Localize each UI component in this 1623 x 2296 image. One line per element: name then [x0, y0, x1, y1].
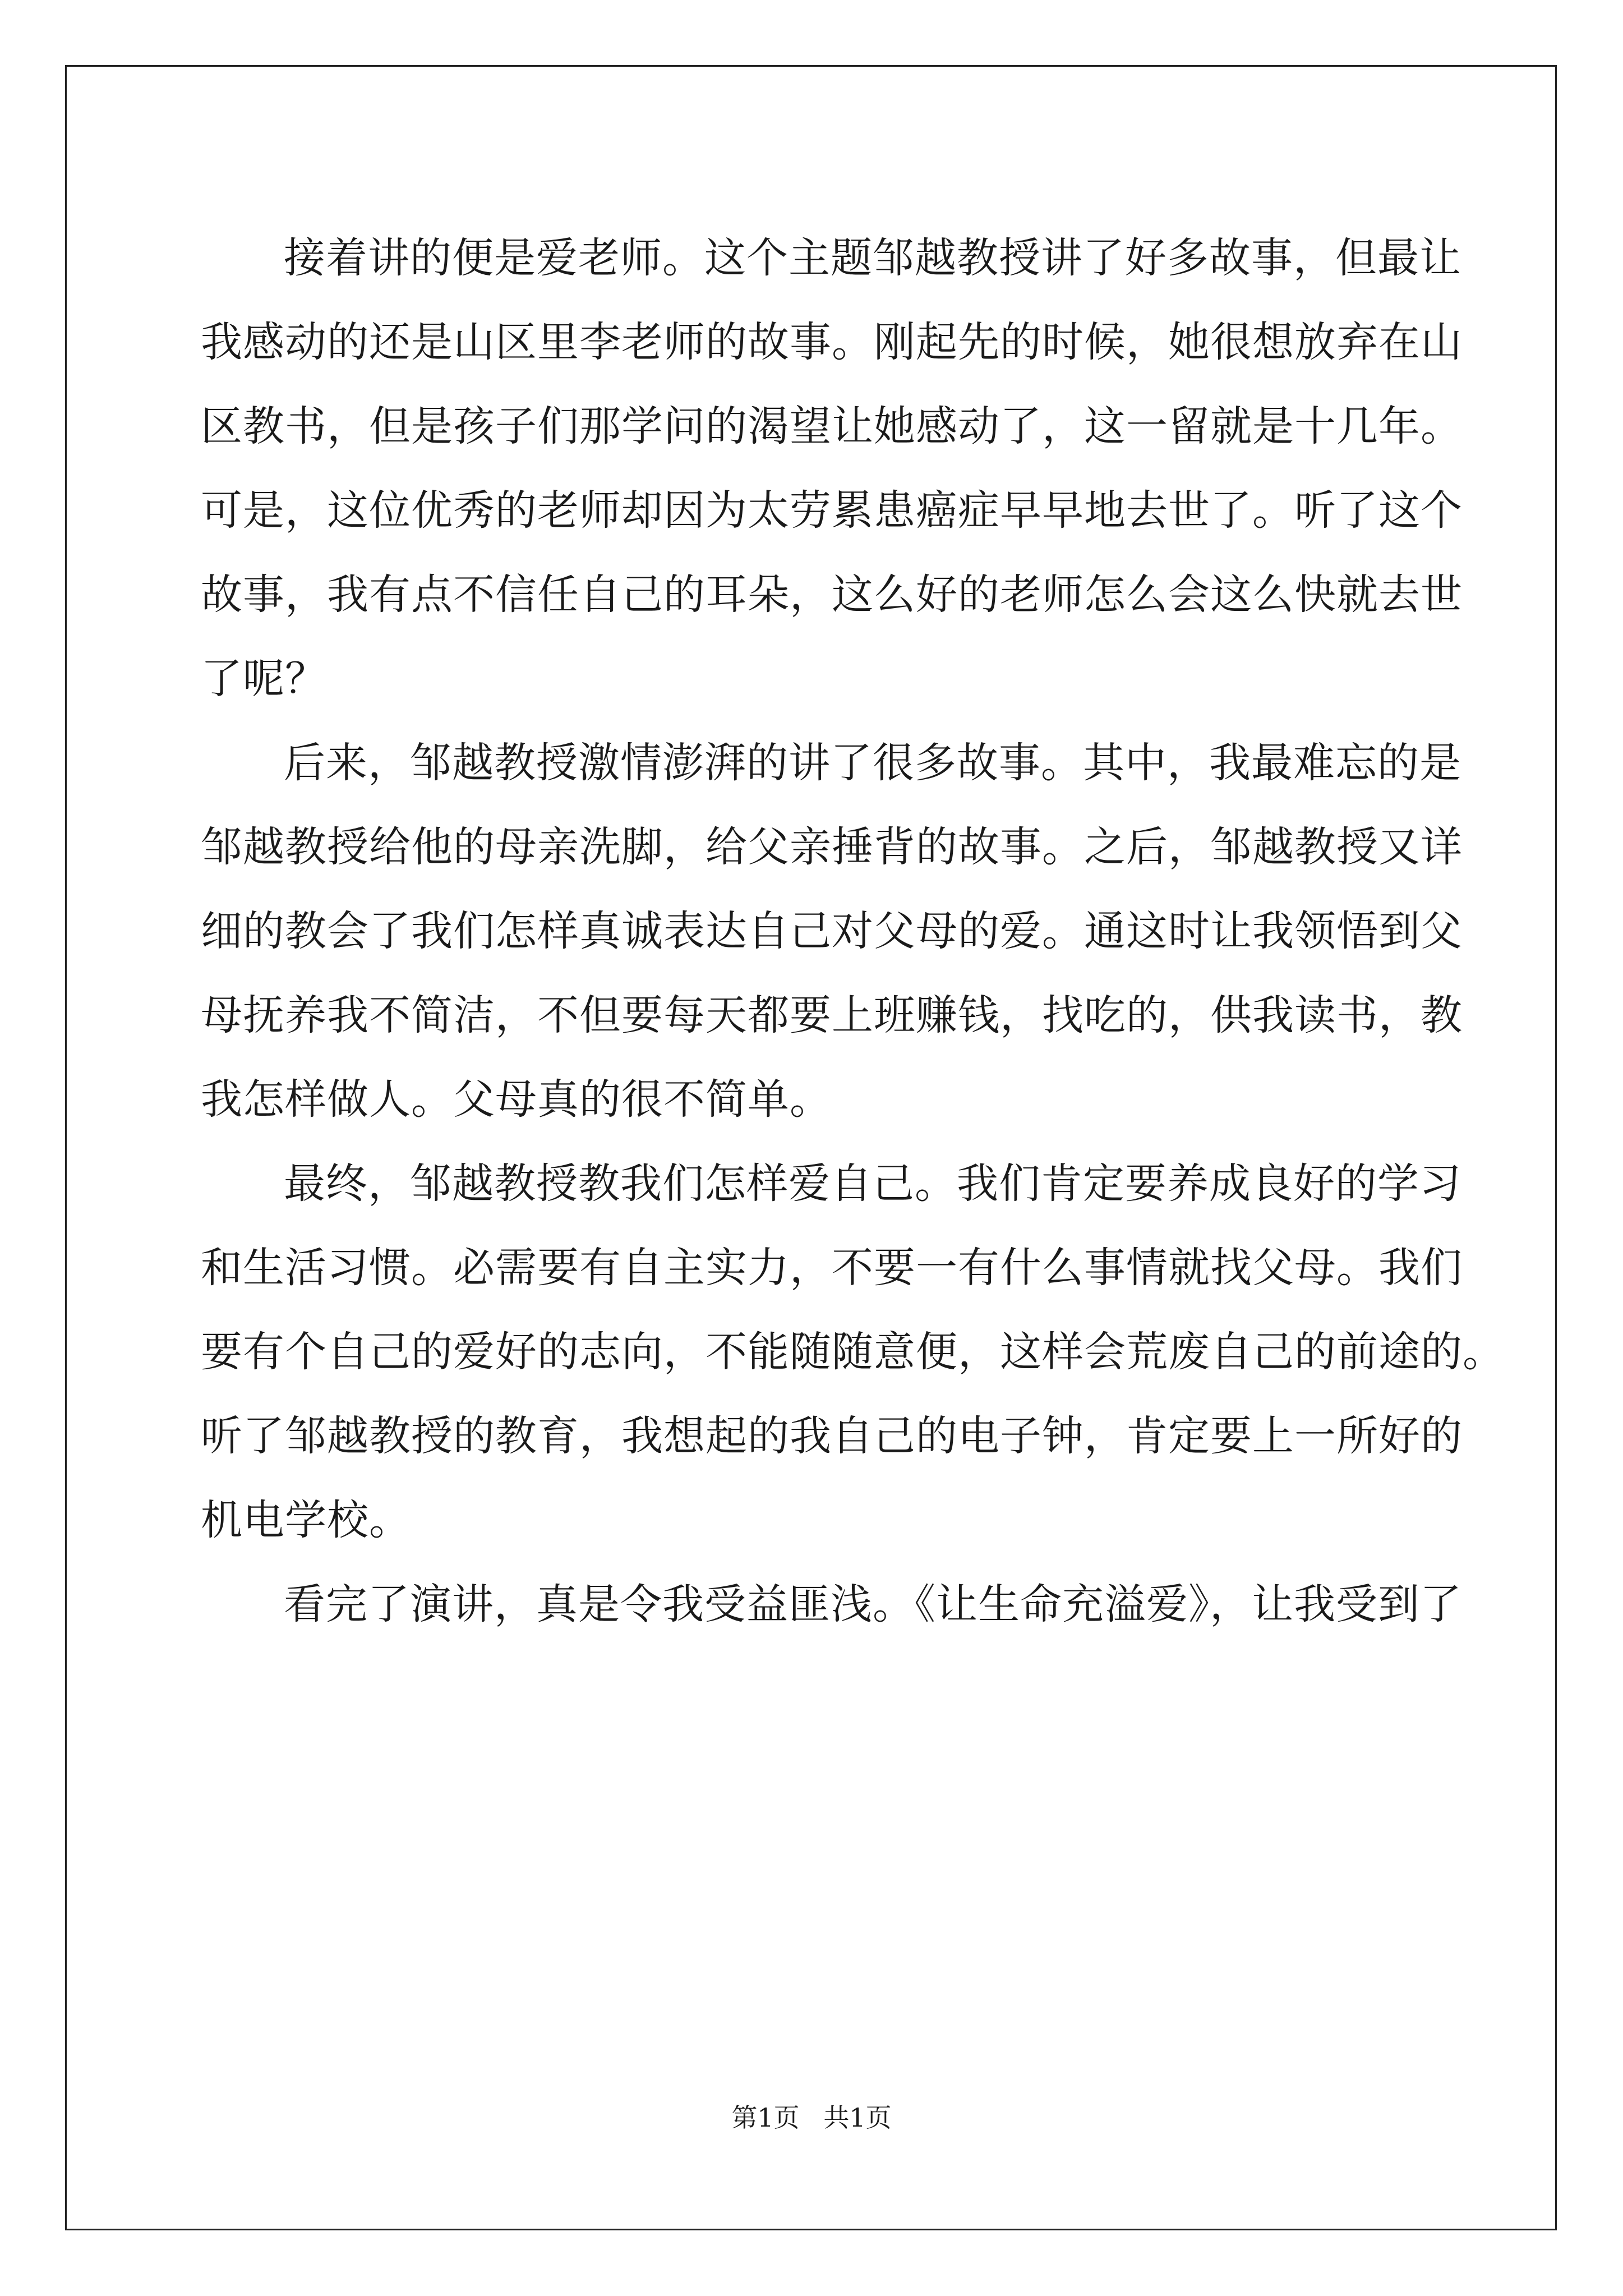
page-footer — [0, 2101, 1623, 2134]
text-line: 可是，这位优秀的老师却因为太劳累患癌症早早地去世了。听了这个 — [201, 486, 1463, 535]
text-line: 机电学校。 — [201, 1496, 411, 1544]
text-line: 故事，我有点不信任自己的耳朵，这么好的老师怎么会这么快就去世 — [201, 570, 1463, 619]
document-body — [201, 216, 1505, 1899]
text-line: 区教书，但是孩子们那学问的渴望让她感动了，这一留就是十几年。 — [201, 402, 1463, 450]
text-line: 和生活习惯。必需要有自主实力，不要一有什么事情就找父母。我们 — [201, 1244, 1463, 1292]
text-line: 后来，邹越教授激情澎湃的讲了很多故事。其中，我最难忘的是 — [284, 739, 1461, 787]
text-line: 邹越教授给他的母亲洗脚，给父亲捶背的故事。之后，邹越教授又详 — [201, 823, 1463, 871]
text-line: 母抚养我不简洁，不但要每天都要上班赚钱，找吃的，供我读书，教 — [201, 991, 1463, 1039]
text-line: 我怎样做人。父母真的很不简单。 — [201, 1075, 832, 1124]
text-line: 了呢？ — [201, 655, 327, 703]
page-number: 第1页 — [731, 2102, 800, 2133]
text-line: 听了邹越教授的教育，我想起的我自己的电子钟，肯定要上一所好的 — [201, 1412, 1463, 1460]
text-line: 看完了演讲，真是令我受益匪浅。《让生命充溢爱》，让我受到了 — [284, 1580, 1462, 1628]
text-line: 最终，邹越教授教我们怎样爱自己。我们肯定要养成良好的学习 — [284, 1159, 1461, 1208]
text-line: 要有个自己的爱好的志向，不能随随意便，这样会荒废自己的前途的。 — [201, 1328, 1505, 1376]
text-line: 细的教会了我们怎样真诚表达自己对父母的爱。通这时让我领悟到父 — [201, 907, 1463, 955]
text-line: 接着讲的便是爱老师。这个主题邹越教授讲了好多故事，但最让 — [284, 234, 1461, 282]
page-total: 共1页 — [823, 2102, 892, 2133]
text-line: 我感动的还是山区里李老师的故事。刚起先的时候，她很想放弃在山 — [201, 318, 1463, 366]
